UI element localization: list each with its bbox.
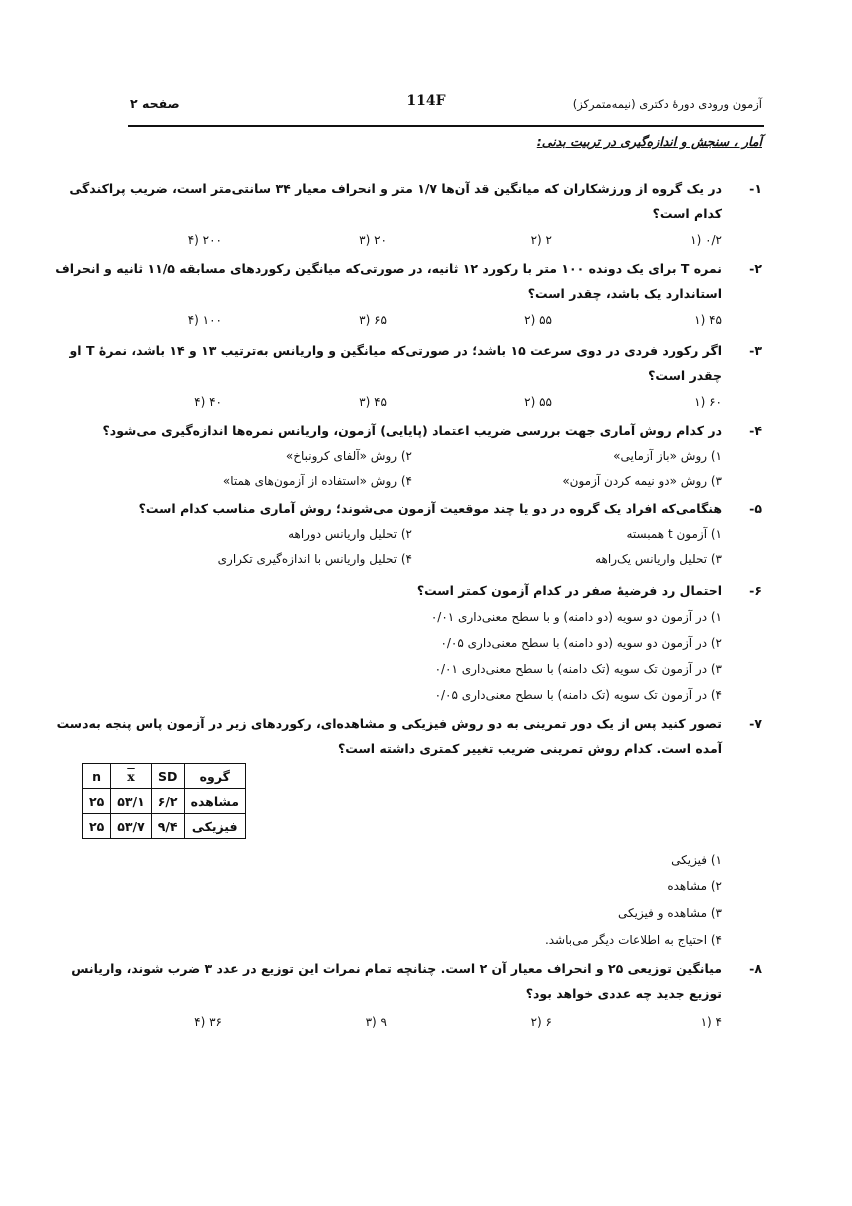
question-text-line: هنگامی‌که افراد یک گروه در دو یا چند موقعیت آزمون می‌شوند؛ روش آماری مناسب کدام است؟ <box>138 501 722 516</box>
option-1: ۰/۲ (۱ <box>690 233 722 247</box>
question-text-line: تصور کنید پس از یک دور تمرینی به دو روش فیزیکی و مشاهده‌ای، رکوردهای زیر در آزمون پاس پنجه به‌دست <box>56 716 722 731</box>
question-number: ۱- <box>749 181 762 196</box>
option-1: ۱) فیزیکی <box>671 853 722 867</box>
table-cell: ۶/۲ <box>151 789 184 814</box>
option-3: ۹ (۳ <box>365 1015 387 1029</box>
question-text-line: در کدام روش آماری جهت بررسی ضریب اعتماد (پایایی) آزمون، واریانس نمره‌ها اندازه‌گیری می‌شود؟ <box>102 423 722 438</box>
question-text-line: احتمال رد فرضیهٔ صفر در کدام آزمون کمتر است؟ <box>416 583 722 598</box>
question-text-line: نمره T برای یک دونده ۱۰۰ متر با رکورد ۱۲ ثانیه، در صورتی‌که میانگین رکوردهای مسابقه ۱۱/۵ ثانیه و انحراف <box>55 261 722 276</box>
question-text-line: کدام است؟ <box>652 206 722 221</box>
option-2: ۲ (۲ <box>530 233 552 247</box>
question-text-line: چقدر است؟ <box>648 368 722 383</box>
table-header-row <box>83 764 246 789</box>
option-4: ۳۶ (۴ <box>194 1015 222 1029</box>
table-cell: ۵۳/۱ <box>111 789 151 814</box>
option-1: ۱) روش «باز آزمایی» <box>613 449 722 463</box>
question-number: ۵- <box>749 501 762 516</box>
table-cell: ۲۵ <box>83 789 111 814</box>
question-text-line: استاندارد یک باشد، چقدر است؟ <box>527 286 722 301</box>
option-1: ۱) در آزمون دو سویه (دو دامنه) و با سطح معنی‌داری ۰/۰۱ <box>430 610 722 624</box>
question-text-line: اگر رکورد فردی در دوی سرعت ۱۵ باشد؛ در صورتی‌که میانگین و واریانس به‌ترتیب ۱۳ و ۱۴ باشد، نمرهٔ T او <box>69 343 722 358</box>
exam-code: 114F <box>406 93 446 109</box>
table-header: n <box>83 764 111 789</box>
table-header: گروه <box>184 764 245 789</box>
table-header: SD <box>151 764 184 789</box>
option-2: ۲) مشاهده <box>667 879 722 893</box>
question-number: ۲- <box>749 261 762 276</box>
table-cell: ۵۳/۷ <box>111 814 151 839</box>
option-3: ۳) تحلیل واریانس یک‌راهه <box>595 552 722 566</box>
exam-title: آزمون ورودی دورهٔ دکتری (نیمه‌متمرکز) <box>572 97 762 111</box>
table-cell: مشاهده <box>184 789 245 814</box>
question-text-line: توزیع جدید چه عددی خواهد بود؟ <box>525 986 722 1001</box>
option-3: ۶۵ (۳ <box>359 313 387 327</box>
option-1: ۶۰ (۱ <box>694 395 722 409</box>
question-number: ۴- <box>749 423 762 438</box>
option-2: ۲) روش «آلفای کرونباخ» <box>285 449 412 463</box>
stats-table <box>82 763 246 839</box>
option-4: ۴) احتیاج به اطلاعات دیگر می‌باشد. <box>544 933 722 947</box>
option-1: ۴۵ (۱ <box>694 313 722 327</box>
option-4: ۲۰۰ (۴ <box>187 233 222 247</box>
option-4: ۱۰۰ (۴ <box>187 313 222 327</box>
page-number: صفحه ۲ <box>130 96 180 111</box>
option-3: ۳) مشاهده و فیزیکی <box>617 906 722 920</box>
option-2: ۶ (۲ <box>530 1015 552 1029</box>
question-number: ۳- <box>749 343 762 358</box>
table-row <box>83 814 246 839</box>
option-1: ۱) آزمون t همبسته <box>626 527 722 541</box>
table-cell: ۲۵ <box>83 814 111 839</box>
option-3: ۳) روش «دو نیمه کردن آزمون» <box>562 474 722 488</box>
option-4: ۴) تحلیل واریانس با اندازه‌گیری تکراری <box>217 552 412 566</box>
option-1: ۴ (۱ <box>700 1015 722 1029</box>
option-2: ۵۵ (۲ <box>524 395 552 409</box>
section-title: آمار ، سنجش و اندازه‌گیری در تربیت بدنی: <box>536 134 762 149</box>
question-text-line: در یک گروه از ورزشکاران که میانگین قد آن‌ها ۱/۷ متر و انحراف معیار ۳۴ سانتی‌متر است، ضریب پراکندگی <box>69 181 722 196</box>
option-4: ۴) روش «استفاده از آزمون‌های همتا» <box>222 474 412 488</box>
option-4: ۴) در آزمون تک سویه (تک دامنه) با سطح معنی‌داری ۰/۰۵ <box>434 688 722 702</box>
option-4: ۴۰ (۴ <box>194 395 222 409</box>
option-2: ۵۵ (۲ <box>524 313 552 327</box>
question-text-line: آمده است. کدام روش تمرینی ضریب تغییر کمتری داشته است؟ <box>337 741 722 756</box>
option-2: ۲) در آزمون دو سویه (دو دامنه) با سطح معنی‌داری ۰/۰۵ <box>440 636 722 650</box>
question-number: ۸- <box>749 961 762 976</box>
table-header: x <box>111 764 151 789</box>
option-3: ۴۵ (۳ <box>359 395 387 409</box>
table-row <box>83 789 246 814</box>
question-number: ۶- <box>749 583 762 598</box>
option-2: ۲) تحلیل واریانس دوراهه <box>288 527 412 541</box>
option-3: ۳) در آزمون تک سویه (تک دامنه) با سطح معنی‌داری ۰/۰۱ <box>434 662 722 676</box>
question-number: ۷- <box>749 716 762 731</box>
option-3: ۲۰ (۳ <box>359 233 387 247</box>
question-text-line: میانگین توزیعی ۲۵ و انحراف معیار آن ۲ است. چنانچه تمام نمرات این توزیع در عدد ۳ ضرب شوند، واریانس <box>71 961 722 976</box>
table-cell: ۹/۴ <box>151 814 184 839</box>
table-cell: فیزیکی <box>184 814 245 839</box>
header-divider <box>128 125 764 127</box>
